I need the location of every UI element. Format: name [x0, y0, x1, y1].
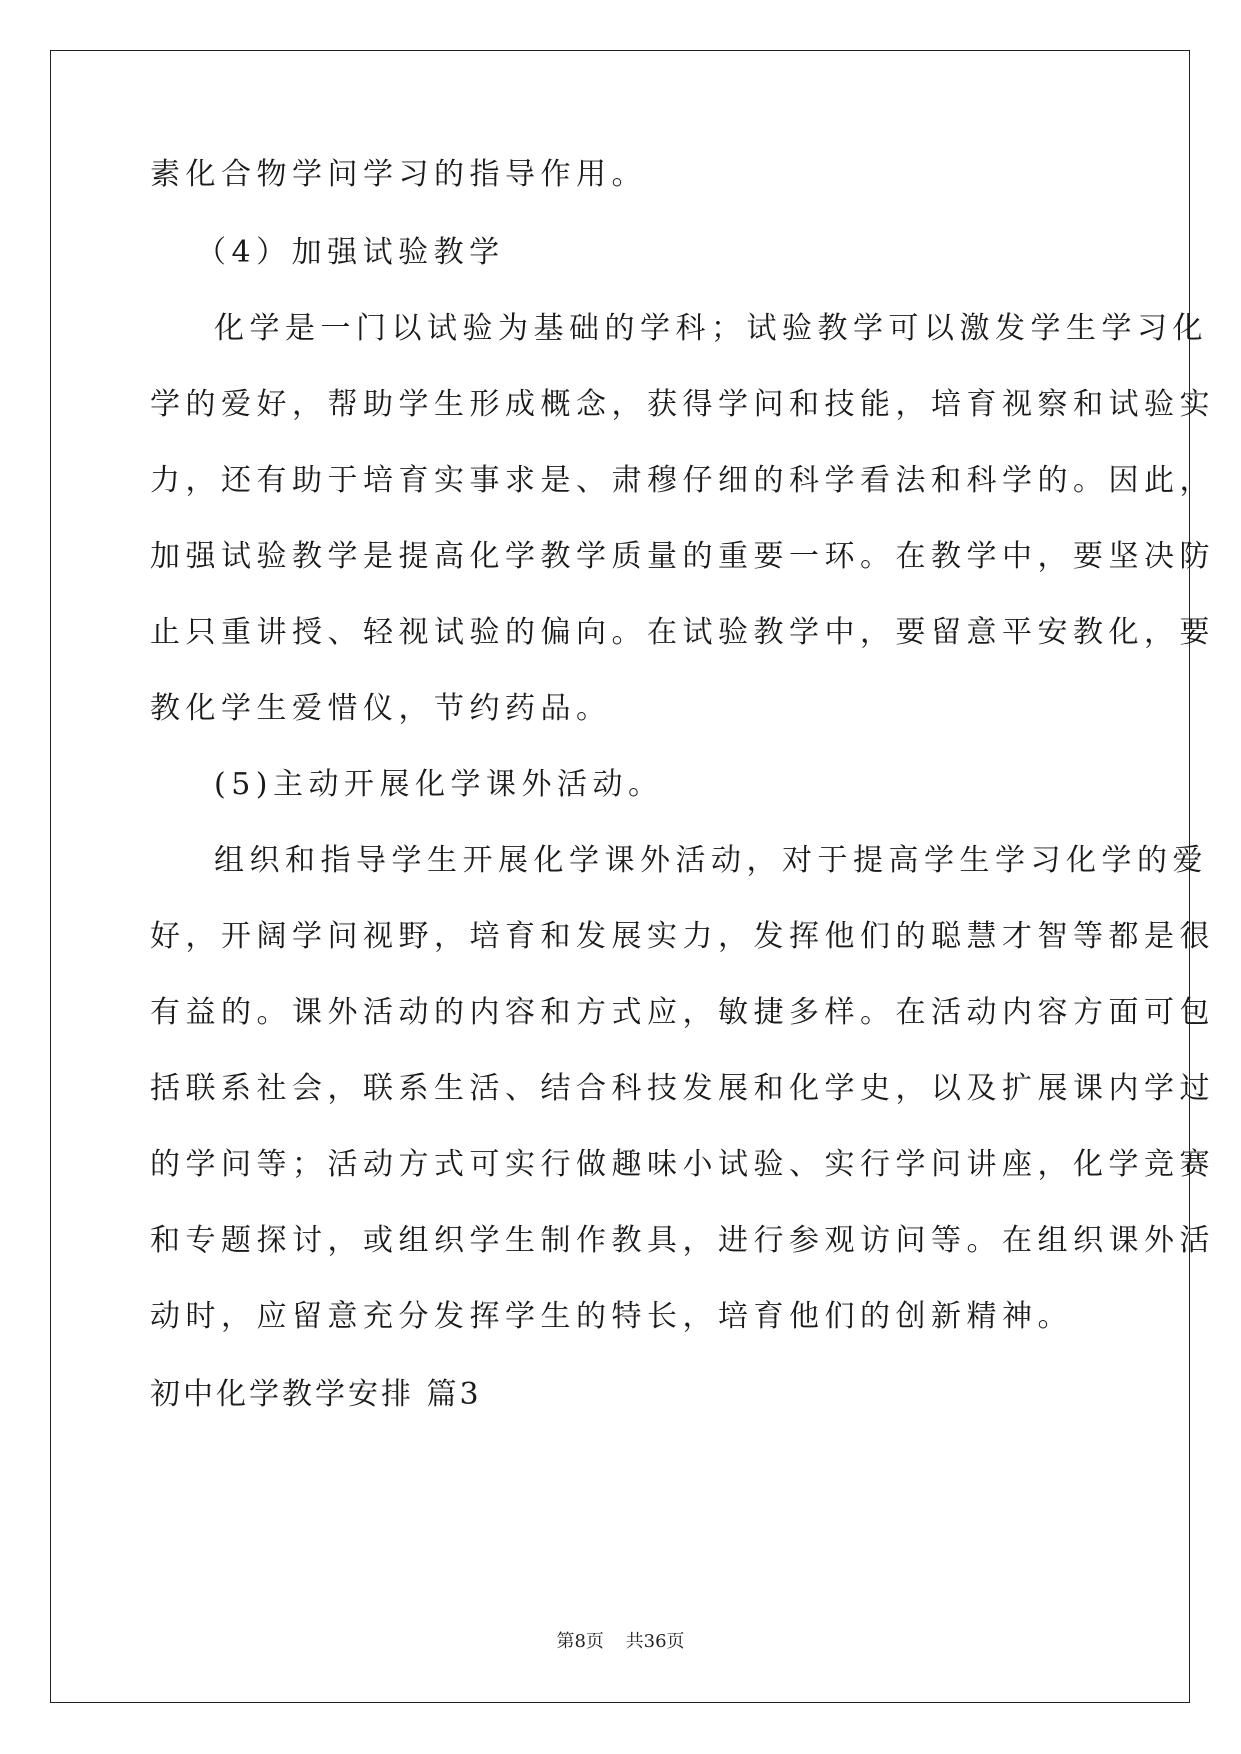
paragraph-line: 学的爱好，帮助学生形成概念，获得学问和技能，培育视察和试验实: [150, 387, 1215, 422]
paragraph-line: 括联系社会，联系生活、结合科技发展和化学史，以及扩展课内学过: [150, 1071, 1215, 1106]
paragraph-line: 好，开阔学问视野，培育和发展实力，发挥他们的聪慧才智等都是很: [150, 919, 1215, 954]
paragraph-line: 和专题探讨，或组织学生制作教具，进行参观访问等。在组织课外活: [150, 1223, 1215, 1258]
paragraph-line: 组织和指导学生开展化学课外活动，对于提高学生学习化学的爱: [214, 843, 1208, 878]
page-footer: [0, 1627, 1241, 1653]
paragraph-line: 化学是一门以试验为基础的学科；试验教学可以激发学生学习化: [214, 311, 1208, 346]
paragraph-line: 力，还有助于培育实事求是、肃穆仔细的科学看法和科学的。因此，: [150, 463, 1215, 498]
paragraph-line: 的学问等；活动方式可实行做趣味小试验、实行学问讲座，化学竞赛: [150, 1147, 1215, 1182]
article-heading: 初中化学教学安排 篇3: [150, 1377, 482, 1412]
section-heading: (5)主动开展化学课外活动。: [214, 767, 664, 802]
paragraph-line: 素化合物学问学习的指导作用。: [150, 157, 647, 192]
paragraph-line: 加强试验教学是提高化学教学质量的重要一环。在教学中，要坚决防: [150, 539, 1215, 574]
page-number: 第8页: [556, 1631, 604, 1652]
paragraph-line: 教化学生爱惜仪，节约药品。: [150, 691, 612, 726]
paragraph-line: 止只重讲授、轻视试验的偏向。在试验教学中，要留意平安教化，要: [150, 615, 1215, 650]
total-pages: 共36页: [625, 1631, 685, 1652]
paragraph-line: 有益的。课外活动的内容和方式应，敏捷多样。在活动内容方面可包: [150, 995, 1215, 1030]
section-heading: （4）加强试验教学: [196, 235, 505, 270]
paragraph-line: 动时，应留意充分发挥学生的特长，培育他们的创新精神。: [150, 1299, 1073, 1334]
